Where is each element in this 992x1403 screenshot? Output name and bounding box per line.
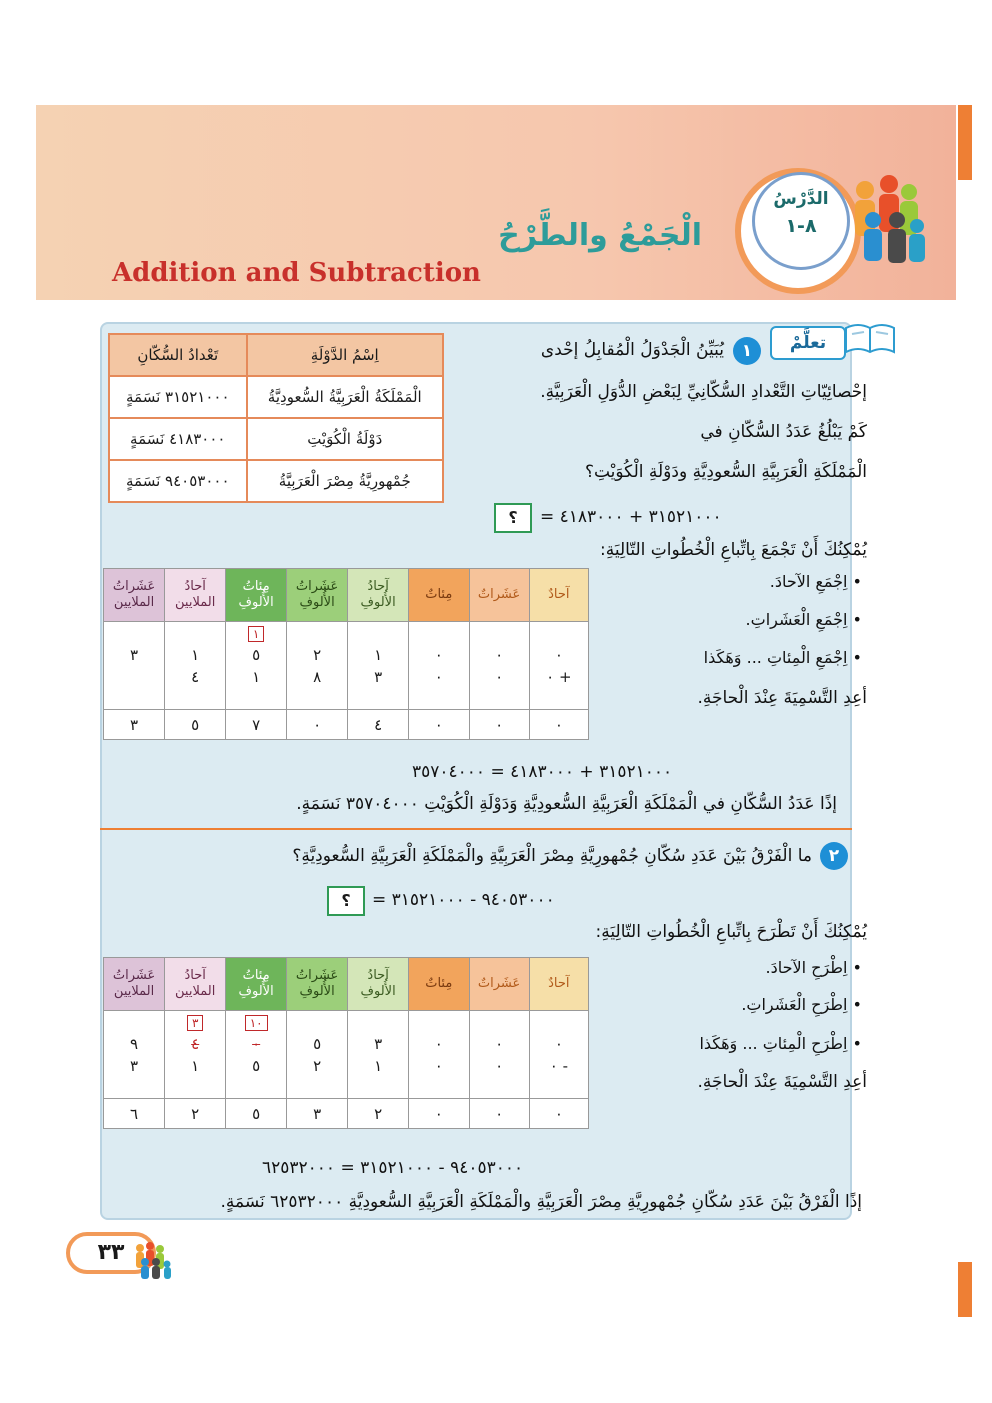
digit: ٠ [434, 1057, 443, 1075]
answer-box-1[interactable]: ؟ [494, 503, 532, 533]
add-regroup-note: أعِدِ التَّسْمِيَةَ عِنْدَ الْحاجَةِ. [697, 688, 867, 708]
result-digit: ٠ [469, 1099, 529, 1129]
digit-cell [469, 622, 529, 710]
section1-line2: إحْصائِيّاتِ التَّعْدادِ السُّكّانِيِّ لِبَعْضِ الدُّوَلِ الْعَرَبِيَّةِ. [540, 382, 867, 402]
sub-step-1-text: اِطْرَحِ الآحادَ. [765, 958, 848, 977]
section2-question: ما الْفَرْقُ بَيْنَ عَدَدِ سُكّانِ جُمْهورِيَّةِ مِصْرَ الْعَرَبِيَّةِ والْمَمْلَكَةِ الْعَرَبِيَّةِ السُّعودِيَّةِ؟ [292, 846, 812, 866]
pv-header: عَشَراتُ الملايين [104, 569, 165, 622]
digit: ١ [252, 668, 261, 686]
people-group-small-icon [132, 1240, 174, 1280]
pv-header: عَشَراتٌ [469, 569, 529, 622]
digit-cell [287, 1011, 348, 1099]
pv-header: عَشَراتٌ [469, 958, 529, 1011]
lesson-number: ٨-١ [785, 215, 817, 237]
result-digit: ٥ [226, 1099, 287, 1129]
subtraction-place-value-table [103, 957, 589, 1129]
crossed-digit-value: ٠ [252, 1035, 261, 1053]
add-step-3: • اِجْمَعِ الْمِئاتِ ... وَهَكَذا [703, 648, 862, 667]
digit: ٩ [130, 1035, 139, 1053]
digit-cell [104, 622, 165, 710]
add-step-1-text: اِجْمَعِ الآحادَ. [769, 572, 848, 591]
digit-cell [348, 1011, 409, 1099]
result-digit: ٧ [226, 710, 287, 740]
digit-cell [165, 1011, 226, 1099]
lesson-label: الدَّرْسُ [773, 189, 829, 209]
plus-sign: + [558, 668, 572, 686]
result-digit: ٠ [469, 710, 529, 740]
digit: ٣ [374, 1035, 383, 1053]
digit-cell [469, 1011, 529, 1099]
result-digit: ٢ [348, 1099, 409, 1129]
sub-step-3-text: اِطْرَحِ الْمِئاتِ ... وَهَكَذا [699, 1034, 848, 1053]
section1-line3: كَمْ يَبْلُغُ عَدَدُ السُّكّانِ في [700, 422, 867, 442]
digit: ٠ [434, 668, 443, 686]
result-digit: ٤ [348, 710, 409, 740]
section-number-2: ٢ [820, 842, 848, 870]
digit: ٢ [313, 646, 322, 664]
digit: ٠ [495, 668, 504, 686]
country-name: الْمَمْلَكَةُ الْعَرَبِيَّةُ السُّعودِيَّةُ [247, 376, 443, 418]
sub-steps-intro: يُمْكِنُكَ أَنْ تَطْرَحَ بِاتِّباعِ الْخُطُواتِ التّالِيَةِ: [595, 922, 867, 942]
digit-cell [529, 622, 588, 710]
sub-step-2-text: اِطْرَحِ الْعَشَراتِ. [741, 995, 848, 1014]
add-steps-intro: يُمْكِنُكَ أَنْ تَجْمَعَ بِاتِّباعِ الْخُطُواتِ التّالِيَةِ: [599, 540, 867, 560]
section-number-1: ١ [733, 337, 761, 365]
addition-place-value-table [103, 568, 589, 740]
subtraction-digits-row [104, 1011, 589, 1099]
subtraction-result-row [104, 1099, 589, 1129]
digit: ٠ [434, 1035, 443, 1053]
result-digit: ٠ [409, 1099, 469, 1129]
book-icon [842, 320, 898, 356]
col-header-population: تَعْدادُ السُّكّانِ [109, 334, 247, 376]
result-digit: ٠ [409, 710, 469, 740]
population-value: ٩٤٠٥٣٠٠٠ نَسَمَةٍ [109, 460, 247, 502]
digit: ١ [191, 646, 200, 664]
learn-tab: تعلَّمْ [770, 326, 846, 360]
answer-box-2[interactable]: ؟ [327, 886, 365, 916]
population-value: ٣١٥٢١٠٠٠ نَسَمَةٍ [109, 376, 247, 418]
digit-cell [348, 622, 409, 710]
pv-header: آحادُ الملايين [165, 569, 226, 622]
pv-header: آحادُ الملايين [165, 958, 226, 1011]
digit: ٢ [313, 1057, 322, 1075]
page-number: ٣٣ [66, 1232, 156, 1274]
digit-cell [529, 1011, 588, 1099]
pv-header: مِئاتٌ [409, 569, 469, 622]
subtraction-equation: ٩٤٠٥٣٠٠٠ - ٣١٥٢١٠٠٠ = [372, 890, 555, 910]
col-header-country: اِسْمُ الدَّوْلَةِ [247, 334, 443, 376]
result-digit: ٣ [104, 710, 165, 740]
crossed-digit-value: ٤ [191, 1035, 200, 1053]
lesson-title-arabic: الْجَمْعُ والطَّرْحُ [498, 218, 702, 253]
pv-header: عَشَراتُ الملايين [104, 958, 165, 1011]
section-divider [100, 828, 852, 830]
crossed-digit [226, 1033, 286, 1055]
people-group-icon [845, 168, 927, 268]
digit: ٠ [554, 646, 563, 664]
digit: ٥ [313, 1035, 322, 1053]
result-digit: ٠ [529, 1099, 588, 1129]
carry-digit: ١ [248, 626, 264, 642]
pv-header: آحادٌ [529, 569, 588, 622]
population-table [108, 333, 444, 503]
digit-cell [104, 1011, 165, 1099]
result-digit: ٥ [165, 710, 226, 740]
digit-cell [226, 622, 287, 710]
digit: ٤ [191, 668, 200, 686]
digit: ٠ [434, 646, 443, 664]
subtraction-conclusion: إذًا الْفَرْقُ بَيْنَ عَدَدِ سُكّانِ جُمْهورِيَّةِ مِصْرَ الْعَرَبِيَّةِ والْمَمْلَكَةِ الْعَرَبِيَّةِ السُّعودِيَّةِ ٦٢٥٣٢٠٠٠ نَسَمَةٍ. [220, 1192, 862, 1212]
digit: ١ [374, 646, 383, 664]
addition-conclusion: إذًا عَدَدُ السُّكّانِ في الْمَمْلَكَةِ الْعَرَبِيَّةِ السُّعودِيَّةِ وَدَوْلَةِ الْكُوَيْتِ ٣٥٧٠٤٠٠٠ نَسَمَةٍ. [296, 794, 837, 814]
borrow-digit: ١٠ [245, 1015, 268, 1031]
digit: ٥ [252, 1057, 261, 1075]
pv-header: مِئاتُ الأُلوفِ [226, 569, 287, 622]
minus-sign: - [562, 1057, 568, 1075]
digit: ٠ [495, 1057, 504, 1075]
digit: ٠ [495, 1035, 504, 1053]
sub-regroup-note: أعِدِ التَّسْمِيَةَ عِنْدَ الْحاجَةِ. [697, 1072, 867, 1092]
borrow-digit: ٣ [187, 1015, 203, 1031]
digit-cell [165, 622, 226, 710]
side-accent-bar [958, 105, 972, 180]
result-digit: ٢ [165, 1099, 226, 1129]
digit: ٠ [554, 1035, 563, 1053]
digit: ٨ [313, 668, 322, 686]
section1-line4: الْمَمْلَكَةِ الْعَرَبِيَّةِ السُّعودِيَّةِ ودَوْلَةِ الْكُوَيْتِ؟ [584, 462, 867, 482]
pv-header: عَشَراتُ الأُلوفِ [287, 958, 348, 1011]
digit: ١ [374, 1057, 383, 1075]
subtraction-result-equation: ٩٤٠٥٣٠٠٠ - ٣١٥٢١٠٠٠ = ٦٢٥٣٢٠٠٠ [262, 1158, 524, 1178]
population-value: ٤١٨٣٠٠٠ نَسَمَةٍ [109, 418, 247, 460]
add-step-1: • اِجْمَعِ الآحادَ. [769, 572, 862, 591]
digit [104, 666, 164, 688]
section1-line1: يُبَيِّنُ الْجَدْوَلُ الْمُقابِلُ إحْدى [540, 340, 724, 360]
country-name: جُمْهورِيَّةُ مِصْرَ الْعَرَبِيَّةُ [247, 460, 443, 502]
sub-step-1: • اِطْرَحِ الآحادَ. [765, 958, 862, 977]
add-step-2-text: اِجْمَعِ الْعَشَراتِ. [745, 610, 848, 629]
digit: ٣ [374, 668, 383, 686]
result-digit: ٠ [287, 710, 348, 740]
lesson-title-english: Addition and Subtraction [112, 258, 481, 288]
addition-equation: ٣١٥٢١٠٠٠ + ٤١٨٣٠٠٠ = [540, 507, 722, 527]
pv-header: آحادٌ [529, 958, 588, 1011]
sub-step-3: • اِطْرَحِ الْمِئاتِ ... وَهَكَذا [699, 1034, 862, 1053]
pv-header: آحادُ الأُلوفِ [348, 958, 409, 1011]
pv-header: مِئاتٌ [409, 958, 469, 1011]
digit-cell [409, 622, 469, 710]
sub-step-2: • اِطْرَحِ الْعَشَراتِ. [741, 995, 862, 1014]
digit: ٠ [546, 668, 555, 686]
digit: ١ [191, 1057, 200, 1075]
pv-header: عَشَراتُ الأُلوفِ [287, 569, 348, 622]
addition-result-equation: ٣١٥٢١٠٠٠ + ٤١٨٣٠٠٠ = ٣٥٧٠٤٠٠٠ [412, 762, 673, 782]
digit: ٠ [495, 646, 504, 664]
table-row [109, 418, 443, 460]
digit-cell [287, 622, 348, 710]
pv-header: آحادُ الأُلوفِ [348, 569, 409, 622]
add-step-2: • اِجْمَعِ الْعَشَراتِ. [745, 610, 862, 629]
digit-cell [226, 1011, 287, 1099]
pv-header: مِئاتُ الأُلوفِ [226, 958, 287, 1011]
table-row [109, 460, 443, 502]
digit-cell [409, 1011, 469, 1099]
result-digit: ٣ [287, 1099, 348, 1129]
add-step-3-text: اِجْمَعِ الْمِئاتِ ... وَهَكَذا [703, 648, 848, 667]
side-accent-bar-bottom [958, 1262, 972, 1317]
country-name: دَوْلَةُ الْكُوَيْتِ [247, 418, 443, 460]
result-digit: ٦ [104, 1099, 165, 1129]
result-digit: ٠ [529, 710, 588, 740]
addition-result-row [104, 710, 589, 740]
digit: ٣ [130, 1057, 139, 1075]
crossed-digit [165, 1033, 225, 1055]
table-row [109, 376, 443, 418]
lesson-badge [752, 172, 850, 270]
digit: ٥ [252, 646, 261, 664]
addition-digits-row [104, 622, 589, 710]
population-table-header [109, 334, 443, 376]
digit: ٠ [549, 1057, 558, 1075]
digit: ٣ [130, 646, 139, 664]
